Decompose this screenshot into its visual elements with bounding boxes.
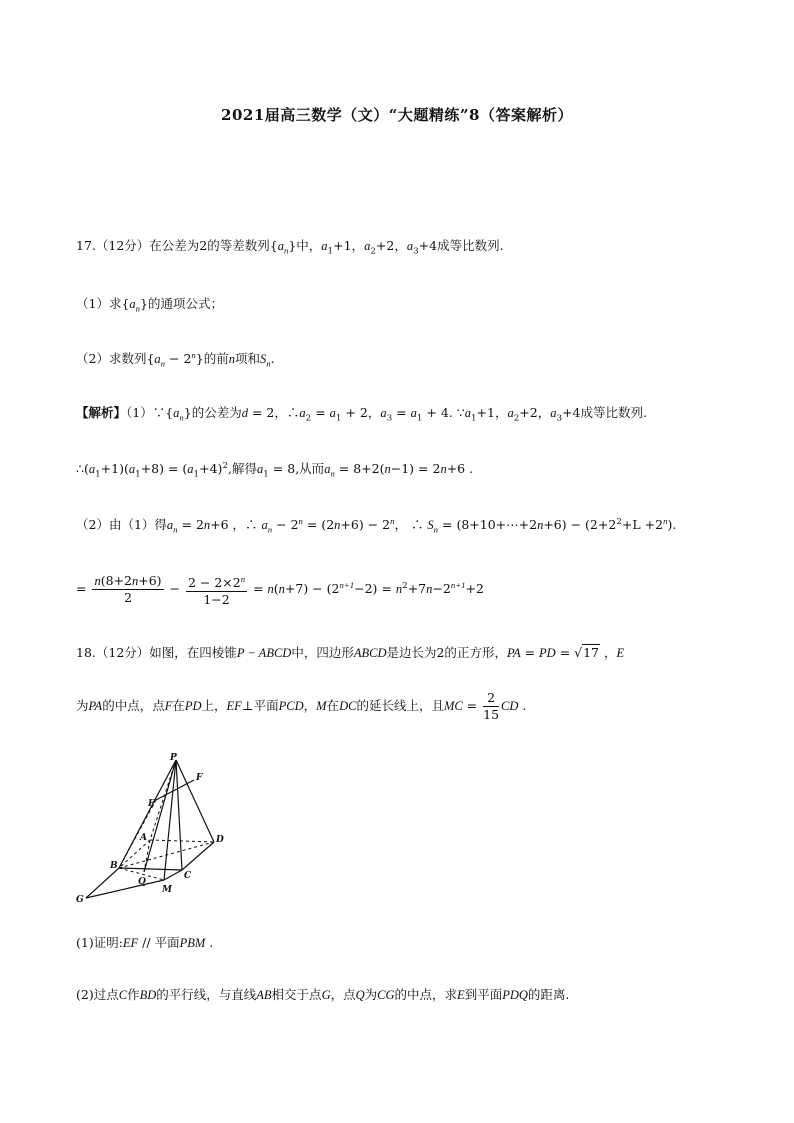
edge-GM bbox=[86, 880, 164, 898]
label-E: E bbox=[148, 799, 155, 809]
label-F: F bbox=[196, 773, 203, 783]
label-B: B bbox=[110, 861, 118, 871]
edge-CM bbox=[164, 870, 182, 880]
label-A: A bbox=[140, 833, 147, 843]
q17-part2: （2）求数列$\{a_n - 2^n\}$的前n项和$S_n$. bbox=[76, 350, 275, 369]
q18-stem: 18.（12分）如图，在四棱锥P − ABCD中，四边形ABCD是边长为2的正方形，PA = PD = √17 ，E bbox=[76, 645, 625, 660]
solution-tag: 【解析】 bbox=[76, 405, 127, 420]
label-C: C bbox=[184, 871, 192, 881]
edge-BC bbox=[119, 868, 182, 870]
edge-PD bbox=[176, 760, 214, 842]
label-Q: Q bbox=[138, 877, 146, 887]
q18-part1: (1)证明:EF // 平面PBM . bbox=[76, 935, 214, 950]
q18-stem-line2: 为PA的中点，点F在PD上，EF⊥平面PCD，M在DC的延长线上，且MC = $\frac{2}{15}$ CD . bbox=[76, 690, 527, 722]
edge-EF bbox=[156, 780, 194, 800]
q18-part2: (2)过点C作BD的平行线，与直线AB相交于点G，点Q为CG的中点，求E到平面PDQ的距离. bbox=[76, 987, 570, 1002]
edge-PQ bbox=[144, 760, 176, 872]
edge-PC bbox=[176, 760, 182, 870]
q17-solution-2-line2: = $\frac{n(8+2n+6)}{2}$ − $\frac{2 - 2\times 2^n}{1-2}$ = $n(n+7) - (2^{n+1}-2) = n^2+7n-2^{n+1}+2$ bbox=[76, 568, 484, 608]
label-G: G bbox=[76, 895, 84, 905]
q17-solution-1: 【解析】$(1)\because\{a_n\}$的公差为d = 2，$\therefore a_2 = a_1 + 2$，$a_3 = a_1 + 4$. $\because a_1+1$，$a_2+2$，$a_3+4$成等比数列. bbox=[76, 405, 647, 424]
pyramid-figure bbox=[74, 750, 224, 910]
page-title: 2021届高三数学（文）“大题精练”8（答案解析） bbox=[221, 106, 573, 124]
q17-solution-2: （2）由（1）得$a_n = 2n+6$ ，∴ $a_n - 2^n = (2n+6) - 2^n$， ∴ $S_n$ = (8+10+⋯+2n+6) − $(2+2^2+L +2^n)$. bbox=[76, 516, 677, 535]
edge-AD bbox=[150, 840, 214, 842]
edge-BG bbox=[86, 868, 119, 898]
q17-solution-1-line2: $\therefore(a_1+1)(a_1+8) = (a_1+4)^2$,解得$a_1 = 8$,从而$a_n = 8+2(n-1) = 2n+6$ . bbox=[76, 461, 474, 480]
q17-number: 17.（12分） bbox=[76, 238, 150, 253]
label-M: M bbox=[162, 885, 172, 895]
q17-stem: 17.（12分）在公差为2的等差数列$\{a_n\}$中，$a_1+1$，$a_2+2$，$a_3+4$成等比数列. bbox=[76, 238, 504, 257]
q18-number: 18.（12分） bbox=[76, 645, 150, 660]
label-P: P bbox=[170, 753, 177, 763]
label-D: D bbox=[216, 835, 224, 845]
q17-part1: （1）求$\{a_n\}$的通项公式； bbox=[76, 296, 223, 314]
edge-CD bbox=[182, 842, 214, 870]
